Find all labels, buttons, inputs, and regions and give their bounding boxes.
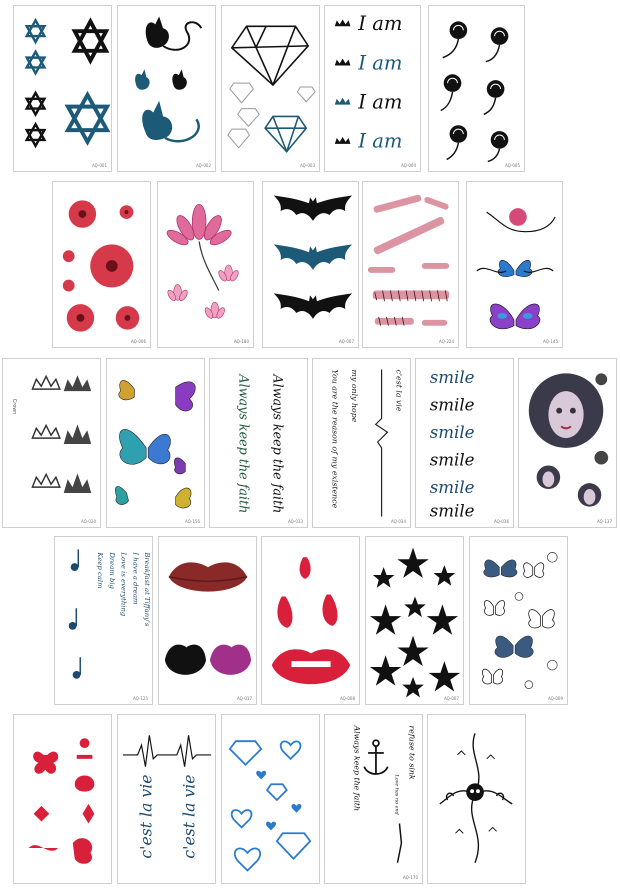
- sheet-code: AQ-156: [184, 519, 200, 524]
- sheet-code: AQ-008: [339, 696, 355, 701]
- sheet-code: AQ-224: [438, 339, 454, 344]
- svg-text:smile: smile: [429, 450, 475, 470]
- butterfly-icon: [107, 359, 204, 527]
- i-am-text: I am: [358, 12, 403, 36]
- sheet-code: AQ-002: [195, 163, 211, 168]
- tattoo-sheet-bats: [262, 181, 359, 348]
- face-icon: [519, 359, 616, 527]
- sheet-code: AQ-007: [338, 339, 354, 344]
- tattoo-sheet-heartbeat-quote: [312, 358, 411, 528]
- svg-text:Love is everything: Love is everything: [119, 552, 128, 617]
- svg-text:Always keep the faith: Always keep the faith: [352, 725, 362, 812]
- tattoo-sheet-butterfly-rose: [466, 181, 563, 348]
- lotus-icon: [158, 182, 253, 347]
- sheet-code: AQ-017: [236, 696, 252, 701]
- star-icon: [366, 537, 463, 704]
- svg-text:Crown: Crown: [10, 398, 17, 415]
- tattoo-sheet-vampire-lips: [261, 536, 360, 705]
- tattoo-sheet-star-of-david: [13, 5, 112, 172]
- svg-text:Always keep the faith: Always keep the faith: [269, 374, 285, 514]
- svg-text:smile: smile: [429, 477, 475, 497]
- scar-icon: [363, 182, 458, 347]
- sheet-code: AQ-180: [233, 339, 249, 344]
- cat-icon: [118, 6, 215, 171]
- tattoo-sheet-lotus: [157, 181, 254, 348]
- sheet-code: AQ-034: [390, 519, 406, 524]
- svg-text:c'est la vie: c'est la vie: [136, 774, 156, 859]
- crown-icon: [325, 6, 420, 171]
- tattoo-sheet-crowns: [2, 358, 101, 528]
- svg-text:smile: smile: [429, 368, 475, 388]
- rose-icon: [429, 6, 524, 171]
- sheet-code: AQ-006: [130, 339, 146, 344]
- tattoo-sheet-smile: [415, 358, 514, 528]
- svg-text:smile: smile: [429, 501, 475, 521]
- sheet-code: AQ-020: [80, 519, 96, 524]
- tattoo-sheet-colored-butterflies: [106, 358, 205, 528]
- tattoo-sheet-skull-vine: [427, 714, 526, 884]
- ornament-icon: [14, 715, 111, 883]
- sheet-code: AQ-003: [299, 163, 315, 168]
- sheet-code: AQ-137: [596, 519, 612, 524]
- svg-text:Keep calm: Keep calm: [96, 552, 105, 589]
- svg-text:Love has no end: Love has no end: [393, 774, 400, 815]
- sheet-code: AQ-001: [91, 163, 107, 168]
- tattoo-sheet-cats: [117, 5, 216, 172]
- tattoo-sheet-scars: [362, 181, 459, 348]
- music-note-icon: [55, 537, 152, 704]
- butterfly-icon: [467, 182, 562, 347]
- svg-text:I have a dream: I have a dream: [131, 552, 140, 605]
- butterfly-icon: [470, 537, 567, 704]
- sheet-code: AQ-033: [287, 519, 303, 524]
- quote-text-art: [210, 359, 307, 527]
- svg-text:Always keep the faith: Always keep the faith: [235, 374, 251, 514]
- svg-text:smile: smile: [429, 423, 475, 443]
- sheet-code: AQ-145: [542, 339, 558, 344]
- tattoo-sheet-diamonds: [221, 5, 320, 172]
- tattoo-sheet-roses: [428, 5, 525, 172]
- sheet-code: AQ-004: [400, 163, 416, 168]
- tattoo-sheet-heartbeat-c-est-la-vie: [117, 714, 216, 884]
- svg-text:Breakfast at Tiffany's: Breakfast at Tiffany's: [143, 552, 152, 627]
- lips-icon: [159, 537, 256, 704]
- tattoo-sheet-butterflies-flowers: [469, 536, 568, 705]
- sheet-code: AQ-005: [504, 163, 520, 168]
- svg-text:c'est la vie: c'est la vie: [179, 774, 199, 859]
- svg-text:my only hope: my only hope: [350, 369, 360, 423]
- svg-text:Dream big: Dream big: [107, 552, 116, 589]
- star-of-david-icon: [14, 6, 111, 171]
- smile-text-art: [416, 359, 513, 527]
- sheet-code: AQ-007: [443, 696, 459, 701]
- i-am-text: I am: [358, 90, 403, 114]
- svg-text:c'est la vie: c'est la vie: [394, 369, 404, 412]
- tattoo-sheet-red-ornaments: [13, 714, 112, 884]
- tattoo-sheet-always-keep-the-faith: [209, 358, 308, 528]
- tattoo-sheet-music-quote: [54, 536, 153, 705]
- tattoo-sheet-anchor-quote: [324, 714, 423, 884]
- heartbeat-icon: [313, 359, 410, 527]
- heart-icon: [222, 715, 319, 883]
- tattoo-sheet-red-flowers: [52, 181, 151, 348]
- tattoo-sheet-hearts-diamonds: [221, 714, 320, 884]
- diamond-icon: [222, 6, 319, 171]
- tattoo-sheet-i-am: [324, 5, 421, 172]
- i-am-text: I am: [358, 51, 403, 75]
- heartbeat-icon: [118, 715, 215, 883]
- sheet-code: AQ-036: [493, 519, 509, 524]
- flower-icon: [53, 182, 150, 347]
- lips-icon: [262, 537, 359, 704]
- svg-text:smile: smile: [429, 395, 475, 415]
- tattoo-sheet-stars: [365, 536, 464, 705]
- bat-icon: [263, 182, 358, 347]
- anchor-icon: [325, 715, 422, 883]
- svg-text:refuse to sink: refuse to sink: [407, 725, 417, 780]
- tattoo-sheet-woman-faces: [518, 358, 617, 528]
- skull-icon: [428, 715, 525, 883]
- crown-icon: [3, 359, 100, 527]
- sheet-code: AQ-009: [547, 696, 563, 701]
- svg-text:You are the reason of my exist: You are the reason of my existence: [330, 369, 340, 509]
- tattoo-sheet-lips: [158, 536, 257, 705]
- sheet-code: AQ-170: [402, 875, 418, 880]
- sheet-code: AQ-125: [132, 696, 148, 701]
- i-am-text: I am: [358, 129, 403, 153]
